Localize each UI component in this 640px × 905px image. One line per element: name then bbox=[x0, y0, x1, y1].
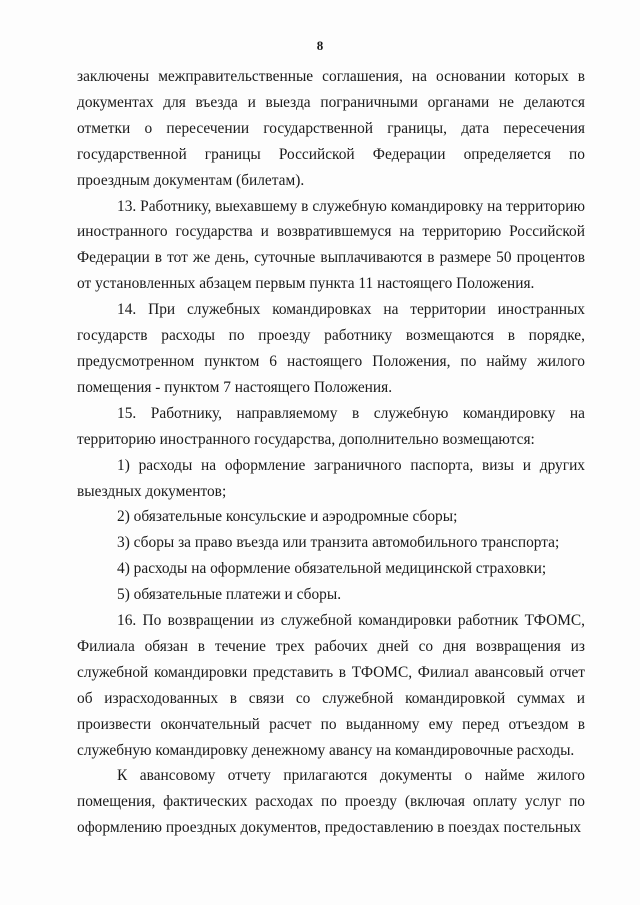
paragraph-item-16: 16. По возвращении из служебной командировки работник ТФОМС, Филиала обязан в течение трех рабочих дней со дня возвращения из служебной командировки представить в ТФОМС, Филиал авансовый отчет об израсходованных в связи со служебной командировкой суммах и произвести окончательный расчет по выданному ему перед отъездом в служебную командировку денежному авансу на командировочные расходы. bbox=[77, 612, 585, 759]
paragraph-item-15: 15. Работнику, направляемому в служебную командировку на территорию иностранного государства, дополнительно возмещаются: bbox=[77, 404, 585, 448]
document-body bbox=[77, 64, 585, 841]
paragraph-item-13: 13. Работнику, выехавшему в служебную командировку на территорию иностранного государства и возвратившемуся на территорию Российской Федерации в тот же день, суточные выплачиваются в размере 50 процентов от установленных абзацем первым пункта 11 настоящего Положения. bbox=[77, 197, 585, 293]
list-item-4: 4) расходы на оформление обязательной медицинской страховки; bbox=[117, 560, 547, 578]
page-number: 8 bbox=[316, 38, 324, 53]
list-item-2: 2) обязательные консульские и аэродромные сборы; bbox=[117, 508, 458, 526]
paragraph-continuation: заключены межправительственные соглашения, на основании которых в документах для въезда и выезда пограничными органами не делаются отметки о пересечении государственной границы, дата пересечения государственной границы Российской Федерации определяется по проездным документам (билетам). bbox=[77, 68, 585, 189]
paragraph-advance-report: К авансовому отчету прилагаются документы о найме жилого помещения, фактических расходах по проезду (включая оплату услуг по оформлению проездных документов, предоставлению в поездах постельных bbox=[77, 767, 585, 837]
list-item-3: 3) сборы за право въезда или транзита автомобильного транспорта; bbox=[117, 534, 560, 552]
list-item-1: 1) расходы на оформление заграничного паспорта, визы и других выездных документов; bbox=[77, 456, 585, 500]
list-item-5: 5) обязательные платежи и сборы. bbox=[117, 586, 342, 604]
paragraph-item-14: 14. При служебных командировках на территории иностранных государств расходы по проезду работнику возмещаются в порядке, предусмотренном пунктом 6 настоящего Положения, по найму жилого помещения - пунктом 7 настоящего Положения. bbox=[77, 301, 585, 396]
